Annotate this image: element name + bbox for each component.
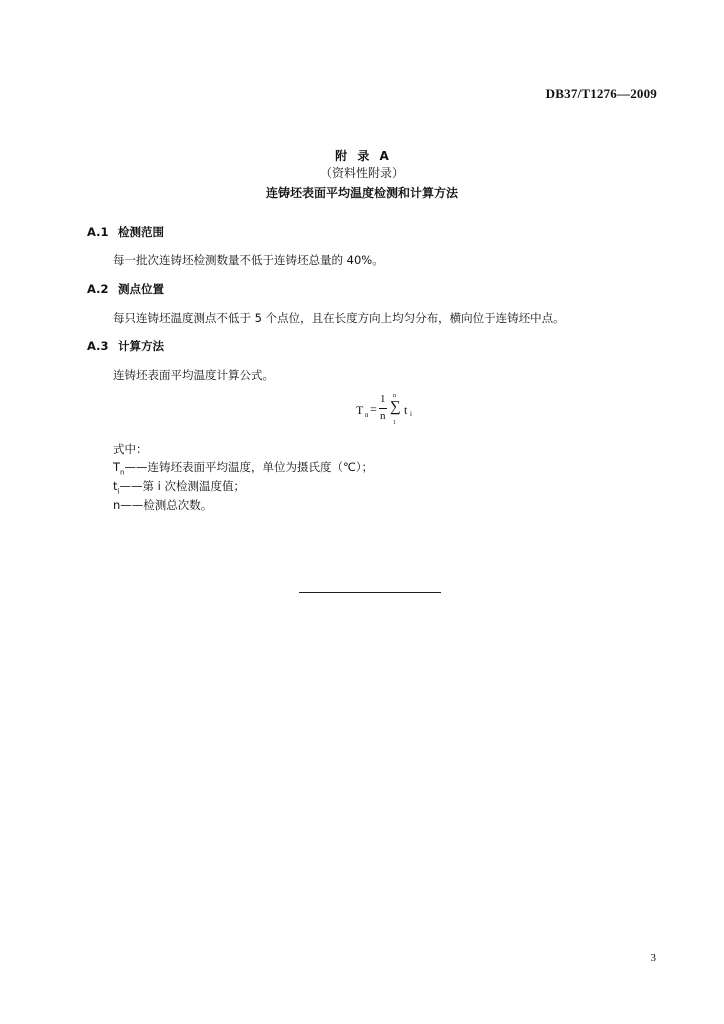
legend-description: ——连铸坯表面平均温度，单位为摄氏度（℃）； [124,460,374,474]
legend-item [113,459,373,476]
section-number: A.3 [87,339,109,353]
appendix-title: 连铸坯表面平均温度检测和计算方法 [265,186,458,200]
legend-symbol-subscript: i [117,487,120,496]
appendix-nature: （资料性附录） [319,166,404,180]
section-heading-a3 [87,338,164,354]
section-title: 检测范围 [118,225,164,239]
section-text-a2: 每只连铸坯温度测点不低于 5 个点位，且在长度方向上均匀分布，横向位于连铸坯中点。 [113,311,565,325]
end-rule [299,592,441,593]
formula-term-subscript: i [410,410,412,418]
section-heading-a1 [87,224,164,240]
section-text-a1: 每一批次连铸坯检测数量不低于连铸坯总量的 40%。 [113,253,384,267]
legend-symbol: t [113,479,118,493]
page-number: 3 [650,952,656,964]
fraction-bar [379,408,387,409]
legend-symbol-subscript: n [120,468,125,477]
legend-item [113,478,245,495]
appendix-label: 附 录 A [335,149,389,163]
formula-equals: = [370,402,377,416]
legend-intro: 式中： [113,442,148,456]
section-heading-a2 [87,281,164,297]
sum-symbol: ∑ [390,399,401,415]
mean-temperature-formula [356,393,418,427]
formula-term: t [404,403,408,417]
section-text-a3: 连铸坯表面平均温度计算公式。 [113,368,274,382]
section-title: 测点位置 [118,282,164,296]
section-title: 计算方法 [118,339,164,353]
sum-upper-limit: n [393,393,396,399]
section-number: A.1 [87,225,109,239]
legend-description: ——第 i 次检测温度值； [119,479,245,493]
formula-denominator: n [380,410,386,422]
legend-item [113,497,212,513]
sum-lower-limit: 1 [393,420,396,426]
legend-symbol: T [113,460,121,474]
formula-lhs-subscript: n [365,411,369,419]
standard-code: DB37/T1276—2009 [545,86,657,101]
formula-lhs: T [356,403,364,417]
legend-symbol: n [113,498,121,512]
section-number: A.2 [87,282,109,296]
formula-numerator: 1 [380,393,386,405]
legend-description: ——检测总次数。 [120,498,213,512]
